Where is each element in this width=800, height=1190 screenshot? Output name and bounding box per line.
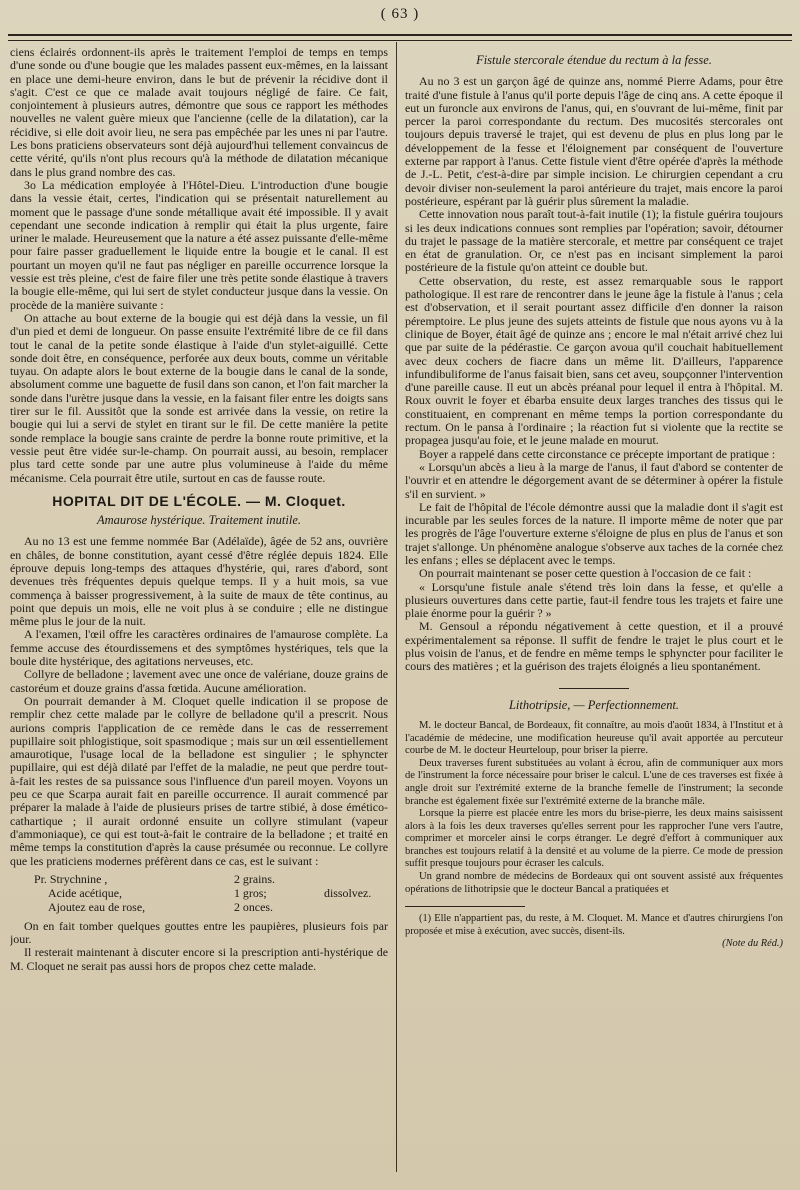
- column-divider: [396, 42, 397, 1172]
- paragraph: A l'examen, l'œil offre les caractères ordinaires de l'amaurose complète. La femme accuse des étourdissemens et des symptômes hystériques, tels que la boule dite hystérique, des agitations nerveuses, etc.: [10, 627, 388, 669]
- small-print-block: [405, 720, 783, 896]
- paragraph: Cette innovation nous paraît tout-à-fait inutile (1); la fistule guérira toujours si les deux indications connues sont remplies par l'opération; savoir, détourner du trajet le passage de la matière stercorale, et mettre par conséquent ce trajet en état de granulation. Or, ce n'est pas en incisant simplement la paroi postérieure de la fistule qu'on atteint ce double but.: [405, 207, 783, 275]
- section-separator: [559, 688, 629, 689]
- paragraph: M. Gensoul a répondu négativement à cette question, et il a prouvé expérimentalement sa réponse. Il suffit de fendre le trajet le plus court et le plus voisin de l'anus, et de fendre en même temps le sphyncter pour faciliter le cours des matières ; et la guérison des trajets éloignés a lieu spontanément.: [405, 619, 783, 674]
- paragraph: ciens éclairés ordonnent-ils après le traitement l'emploi de temps en temps d'une sonde ou d'une bougie que les malades passent eux-mêmes, en la laissant en place une demi-heure environ, dans le but de prévenir la récidive dont il s'agit. C'est ce que ce malade avait toujours négligé de faire. Ce fait, conjointement à plusieurs autres, démontre que sous ce rapport les méthodes nouvelles ne valent guère mieux que l'ancienne (celle de la dilatation), car la récidive, si elle doit avoir lieu, ne sera pas empêchée par les unes ni par l'autre. Les bons praticiens observateurs sont déjà aujourd'hui tellement convaincus de cette vérité, qu'ils n'ont plus recours qu'à la méthode de dilatation mécanique dans le plus grand nombre des cas.: [10, 46, 388, 179]
- footnote-signature: (Note du Réd.): [722, 938, 783, 950]
- paragraph: Collyre de belladone ; lavement avec une once de valériane, douze grains de castoréum et douze grains d'assa fœtida. Aucune amélioration.: [10, 667, 388, 695]
- fistula-title: Fistule stercorale étendue du rectum à la fesse.: [476, 53, 712, 67]
- quote: « Lorsqu'un abcès a lieu à la marge de l'anus, il faut d'abord se contenter de l'ouvrir et en attendre le dégorgement avant de se déterminer à opérer la fistule s'il en survient. »: [405, 459, 783, 501]
- paragraph: Il resterait maintenant à discuter encore si la prescription anti-hystérique de M. Cloquet ne serait pas aussi hors de propos chez cette malade.: [10, 945, 388, 973]
- rx-note: [324, 900, 388, 914]
- paragraph: On pourrait maintenant se poser cette question à l'occasion de ce fait :: [419, 566, 752, 581]
- section-heading-hospital: HOPITAL DIT DE L'ÉCOLE. — M. Cloquet.: [52, 492, 346, 509]
- footnote: [405, 913, 783, 950]
- paragraph: On pourrait demander à M. Cloquet quelle indication il se propose de remplir chez cette malade par le collyre de belladone qu'il a prescrit. Nous aurions compris l'application de ce remède dans le cas de resserrement pupillaire soit phlogistique, soit spasmodique ; mais sur un œil essentiellement amaurotique, l'usage local de la belladone est singulier ; le sphyncter pupillaire, qui est déjà dilaté par l'effet de la maladie, ne peut que perdre tout-à-fait les restes de sa puissance sous l'influence d'un pareil moyen. Voyons un peu ce que Scarpa aurait fait en pareille occurrence. Il aurait commencé par préparer la malade à l'aide de plusieurs prises de tartre stibié, à dose émético-cathartique ; il aurait ordonné ensuite un collyre stimulant (vapeur d'ammoniaque), ce qui est tout-à-fait le contraire de la belladone ; et traité en même temps la constitution d'après la cause présumée ou reconnue. Le collyre que les praticiens modernes préfèrent dans ce cas, est le suivant :: [10, 693, 388, 868]
- paragraph: On attache au bout externe de la bougie qui est déjà dans la vessie, un fil d'un pied et demi de longueur. On passe ensuite l'extrémité libre de ce fil dans tout le canal de la petite sonde élastique à l'aide d'un stylet-aiguillé. Cette sonde doit être, en conséquence, perforée aux deux bouts, comme un véritable tuyau. On adapte alors le bout externe de la bougie dans le canal de la sonde, absolument comme une baguette de fusil dans son canon, et l'on fait marcher la sonde dans l'urètre jusque dans la vessie, en la faisant filer entre les doigts sans tirer sur le fil. Aussitôt que la sonde est arrivée dans la vessie, on retire la bougie qui lui a servi de stylet en tirant sur le fil. De cette manière la petite sonde remplace la bougie sans crainte de perdre la bonne route primitive, et la vessie peut être vidée sur-le-champ. On pourrait aussi, au besoin, remplacer plus tard cette sonde par une autre plus volumineuse à l'aide du même mécanisme. Cela pourrait être utile, surtout en cas de fausse route.: [10, 310, 388, 485]
- rx-qty: 2 onces.: [234, 899, 273, 914]
- case-title: Amaurose hystérique. Traitement inutile.: [96, 513, 302, 528]
- paragraph: 3o La médication employée à l'Hôtel-Dieu. L'introduction d'une bougie dans la vessie était, certes, l'indication qui se présentait naturellement au moment que le passage d'une sonde métallique avait été impossible. Il y avait cependant une seconde indication à remplir qui était la plus urgente, faire uriner le malade. Heureusement que la nature a été assez puissante d'elle-même pour faire passer graduellement le liquide entre la bougie et le canal. Il est pourtant un moyen qu'il ne faut pas négliger en pareille occurrence lorsque la vessie est très pleine, c'est de faire filer une très petite sonde élastique à travers la bougie elle-même, qui lui sert de stylet conducteur jusque dans la vessie. On procède de la manière suivante :: [10, 177, 388, 312]
- paragraph: Boyer a rappelé dans cette circonstance ce précepte important de pratique :: [419, 446, 776, 461]
- rx-drug: Acide acétique,: [48, 885, 122, 900]
- paragraph: Lorsque la pierre est placée entre les mors du brise-pierre, les deux mains saisissent alors à la fois les deux traverses qu'elles serrent pour les rapprocher l'une vers l'autre, comprimer et morceler ainsi le corps étranger. Le degré d'effort à communiquer aux branches est toujours relatif à la densité et au volume de la pierre. Ce mode de pression suffit presque toujours pour écraser les calculs.: [405, 808, 783, 870]
- paragraph: Au no 13 est une femme nommée Bar (Adélaïde), âgée de 52 ans, ouvrière en châles, de bonne constitution, ayant cessé d'être réglée depuis 1824. Elle éprouve depuis long-temps des attaques d'hystérie, qui, rares d'abord, sont devenues très fréquentes depuis quelque temps. Il y a huit mois, sa vue commença à baisser progressivement, à la suite de maux de tête continus, au point que depuis un mois, elle ne voit plus à se conduire ; elle ne distingue même plus le jour de la nuit.: [10, 534, 388, 629]
- paragraph: Au no 3 est un garçon âgé de quinze ans, nommé Pierre Adams, pour être traité d'une fistule à l'anus qu'il porte depuis l'âge de cinq ans. A cette époque il eut un furoncle aux environs de l'anus, qui, en s'ouvrant de lui-même, finit par percer la paroi correspondante du rectum. Des mucosités stercorales ont toujours depuis traversé le trajet, qui est devenu de plus en plus long par le développement de la fesse et l'éloignement par conséquent de l'ouverture externe par rapport à l'anus. Cette fistule vient d'être opérée d'après la méthode de J.-L. Petit, c'est-à-dire par simple incision. Le chirurgien cependant a cru devoir diviser non-seulement la paroi antérieure du trajet, mais encore la paroi postérieure, espérant par là guérir plus sûrement la maladie.: [405, 74, 783, 208]
- paragraph: On en fait tomber quelques gouttes entre les paupières, plusieurs fois par jour.: [10, 918, 388, 947]
- rx-note: dissolvez.: [324, 885, 372, 900]
- footnote-text: (1) Elle n'appartient pas, du reste, à M. Cloquet. M. Mance et d'autres chirurgiens l'on proposée et mise à exécution, avec succès, disent-ils.: [405, 913, 783, 937]
- rx-qty: 2 grains.: [234, 871, 275, 886]
- left-column: [10, 46, 388, 1176]
- footnote-rule: [405, 906, 525, 907]
- header-rule: [8, 34, 792, 41]
- prescription: [34, 872, 388, 914]
- rx-drug: Ajoutez eau de rose,: [48, 899, 146, 914]
- rx-note: [324, 872, 388, 886]
- rx-qty: 1 gros;: [234, 885, 267, 900]
- right-column: [405, 46, 783, 1176]
- lithotripsy-title: Lithotripsie, — Perfectionnement.: [508, 697, 680, 712]
- paragraph: Un grand nombre de médecins de Bordeaux qui ont souvent assisté aux fréquentes opérations de lithotripsie que le docteur Bancal a pratiquées et: [405, 871, 783, 895]
- rx-drug: Pr. Strychnine ,: [34, 871, 108, 886]
- page-number: ( 63 ): [380, 6, 420, 22]
- paragraph: Cette observation, du reste, est assez remarquable sous le rapport pathologique. Il est rare de rencontrer dans le jeune âge la fistule à l'anus ; cela est d'observation, et il serait pourtant assez difficile d'en donner la raison péremptoire. Le plus jeune des sujets atteints de fistule que nous ayons vu à la clinique de Boyer, était âgé de quinze ans ; encore le mal n'était arrivé chez lui que par suite de la pédérastie. Ce garçon avoua qu'il couchait habituellement avec deux cochers de fiacre dans un même lit. D'ailleurs, l'apparence infundibuliforme de l'anus faisait bien, sans cet aveu, soupçonner l'intervention d'une pareille cause. Il eut un abcès préanal pour lequel il entra à l'hôpital. M. Roux ouvrit le foyer et ébarba ensuite deux larges tranches des tissus qui le constituaient, en comprenant en même temps la portion correspondante du rectum. On le pansa à l'ordinaire ; la réaction fut si violente que la rectite se propagea jusqu'au foie, et le jeune malade en mourut.: [405, 273, 783, 448]
- paragraph: Le fait de l'hôpital de l'école démontre aussi que la maladie dont il s'agit est incurable par les seules forces de la nature. Il importe même de noter que par les progrès de l'âge l'ouverture externe s'éloigne de plus en plus de l'anus et son trajet s'allonge. Un phénomène analogue s'observe aux taches de la cornée chez les enfans ; elles se déplacent avec le temps.: [405, 499, 783, 567]
- paragraph: M. le docteur Bancal, de Bordeaux, fit connaître, au mois d'août 1834, à l'Institut et à l'académie de médecine, une modification heureuse qu'il avait apportée au percuteur courbe de M. le docteur Heurteloup, pour briser la pierre.: [405, 719, 783, 757]
- quote: « Lorsqu'une fistule anale s'étend très loin dans la fesse, et qu'elle a plusieurs ouvertures dans cette partie, faut-il fendre tous les trajets et faire une plaie énorme pour la guérir ? »: [405, 579, 783, 621]
- paragraph: Deux traverses furent substituées au volant à écrou, afin de communiquer aux mors de l'instrument la force nécessaire pour briser le calcul. L'une de ces traverses est fixée à angle droit sur l'extrémité externe de la branche femelle de l'instrument; la seconde branche est également fixée sur l'extrémité externe de la branche mâle.: [405, 757, 783, 807]
